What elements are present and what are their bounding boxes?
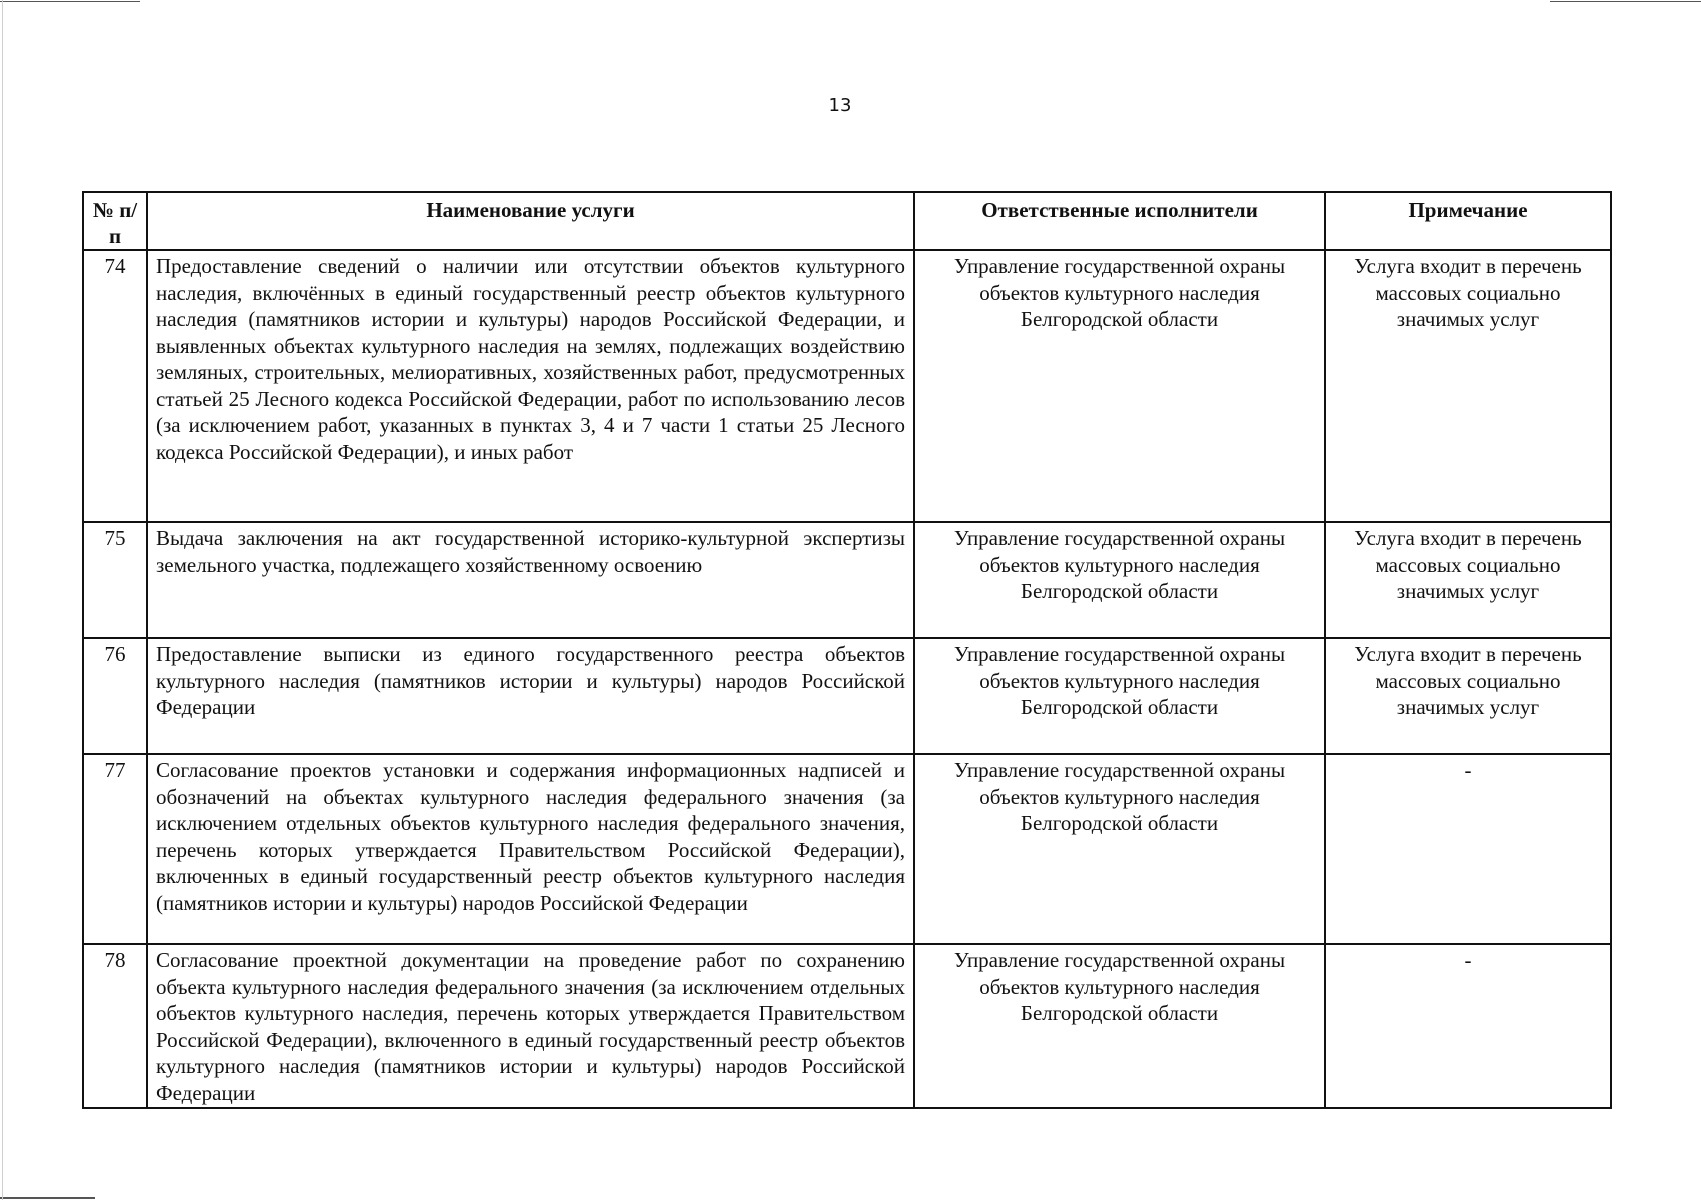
service-name: Предоставление сведений о наличии или отсутствии объектов культурного наследия, включённых в единый государственный реестр объектов культурного наследия (памятников истории и культуры) народов Российской Федерации, и выявленных объектах культурного наследия на землях, подлежащих воздействию земляных, строительных, мелиоративных, хозяйственных работ, предусмотренных статьей 25 Лесного кодекса Российской Федерации, работ по использованию лесов (за исключением работ, указанных в пунктах 3, 4 и 7 части 1 статьи 25 Лесного кодекса Российской Федерации), и иных работ	[147, 250, 914, 522]
header-num: № п/п	[83, 192, 147, 250]
table-row	[83, 944, 1611, 1108]
table-row	[83, 754, 1611, 944]
scan-edge-bottom-left	[0, 1197, 95, 1199]
row-num: 75	[83, 522, 147, 638]
responsible-executors: Управление государственной охраны объектов культурного наследия Белгородской области	[914, 754, 1325, 944]
service-note: -	[1325, 754, 1611, 944]
header-name: Наименование услуги	[147, 192, 914, 250]
scan-edge-top-left	[0, 1, 140, 2]
responsible-executors: Управление государственной охраны объектов культурного наследия Белгородской области	[914, 522, 1325, 638]
row-num: 76	[83, 638, 147, 754]
responsible-executors: Управление государственной охраны объектов культурного наследия Белгородской области	[914, 944, 1325, 1108]
row-num: 78	[83, 944, 147, 1108]
service-name: Согласование проектной документации на проведение работ по сохранению объекта культурного наследия федерального значения (за исключением отдельных объектов культурного наследия, перечень которых утверждается Правительством Российской Федерации), включенного в единый государственный реестр объектов культурного наследия (памятников истории и культуры) народов Российской Федерации	[147, 944, 914, 1108]
service-note: Услуга входит в перечень массовых социально значимых услуг	[1325, 638, 1611, 754]
service-note: -	[1325, 944, 1611, 1108]
service-name: Предоставление выписки из единого государственного реестра объектов культурного наследия (памятников истории и культуры) народов Российской Федерации	[147, 638, 914, 754]
table-row	[83, 522, 1611, 638]
header-note: Примечание	[1325, 192, 1611, 250]
responsible-executors: Управление государственной охраны объектов культурного наследия Белгородской области	[914, 250, 1325, 522]
page-number: 13	[828, 95, 852, 116]
scan-edge-top-right	[1550, 1, 1701, 2]
row-num: 74	[83, 250, 147, 522]
responsible-executors: Управление государственной охраны объектов культурного наследия Белгородской области	[914, 638, 1325, 754]
scan-edge-left	[2, 0, 3, 1200]
service-note: Услуга входит в перечень массовых социально значимых услуг	[1325, 522, 1611, 638]
services-table	[82, 191, 1612, 1109]
table-row	[83, 250, 1611, 522]
row-num: 77	[83, 754, 147, 944]
service-name: Выдача заключения на акт государственной историко-культурной экспертизы земельного участка, подлежащего хозяйственному освоению	[147, 522, 914, 638]
table-row	[83, 638, 1611, 754]
service-name: Согласование проектов установки и содержания информационных надписей и обозначений на объектах культурного наследия федерального значения (за исключением отдельных объектов культурного наследия федерального значения, перечень которых утверждается Правительством Российской Федерации), включенных в единый государственный реестр объектов культурного наследия (памятников истории и культуры) народов Российской Федерации	[147, 754, 914, 944]
header-executors: Ответственные исполнители	[914, 192, 1325, 250]
service-note: Услуга входит в перечень массовых социально значимых услуг	[1325, 250, 1611, 522]
table-header-row	[83, 192, 1611, 250]
